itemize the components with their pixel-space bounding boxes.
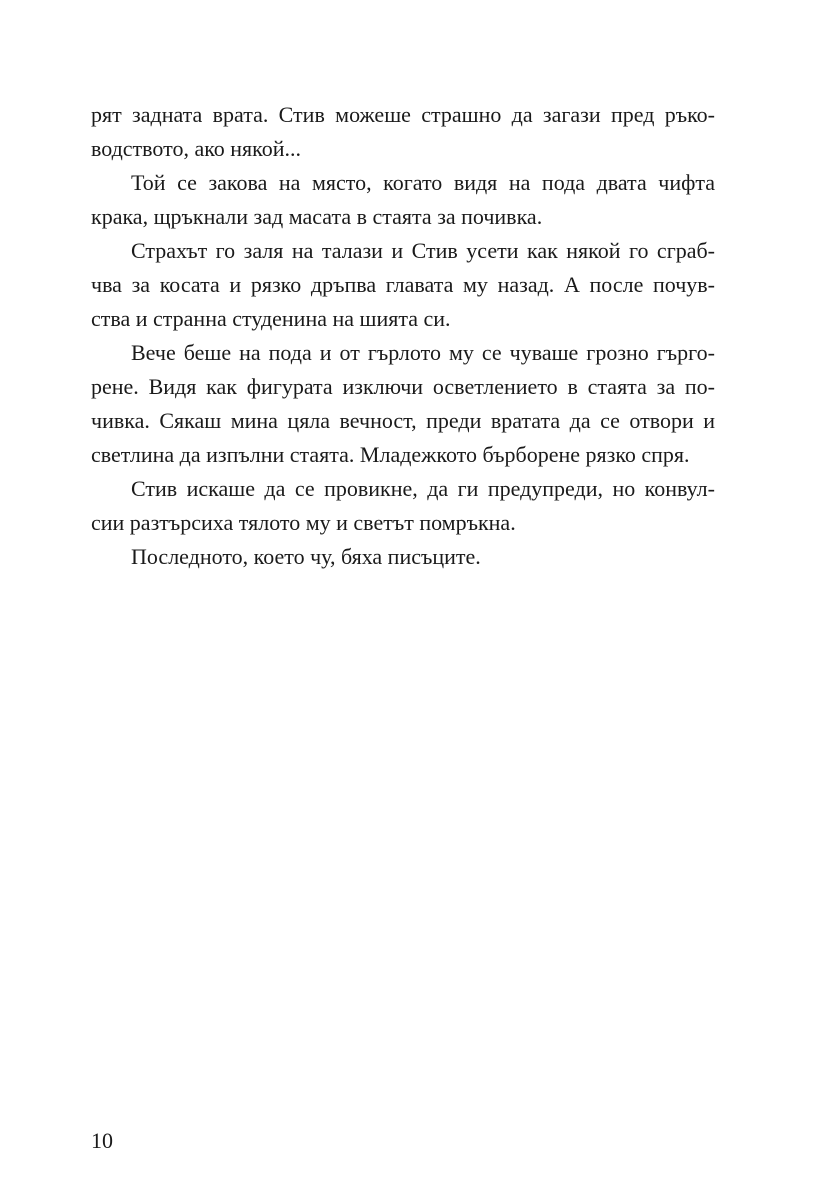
text-line: рят задната врата. Стив можеше страшно да загази пред ръко- [91,102,715,127]
text-line: светлина да изпълни стаята. Младежкото бърборене рязко спря. [91,442,690,467]
text-line: Последното, което чу, бяха писъците. [131,544,481,569]
text-line: рене. Видя как фигурата изключи осветлението в стаята за по- [91,374,715,399]
page-number: 10 [91,1128,113,1153]
text-line: Страхът го заля на талази и Стив усети как някой го сграб- [131,238,715,263]
body-text [91,98,715,574]
text-line: сии разтърсиха тялото му и светът помръкна. [91,510,516,535]
text-line: Той се закова на място, когато видя на пода двата чифта [131,170,715,195]
text-line: водството, ако някой... [91,136,302,161]
text-line: крака, щръкнали зад масата в стаята за почивка. [91,204,543,229]
text-line: Вече беше на пода и от гърлото му се чуваше грозно гърго- [131,340,715,365]
text-line: чивка. Сякаш мина цяла вечност, преди вратата да се отвори и [91,408,715,433]
text-line: ства и странна студенина на шията си. [91,306,451,331]
text-line: чва за косата и рязко дръпва главата му назад. А после почув- [91,272,715,297]
text-line: Стив искаше да се провикне, да ги предупреди, но конвул- [131,476,715,501]
